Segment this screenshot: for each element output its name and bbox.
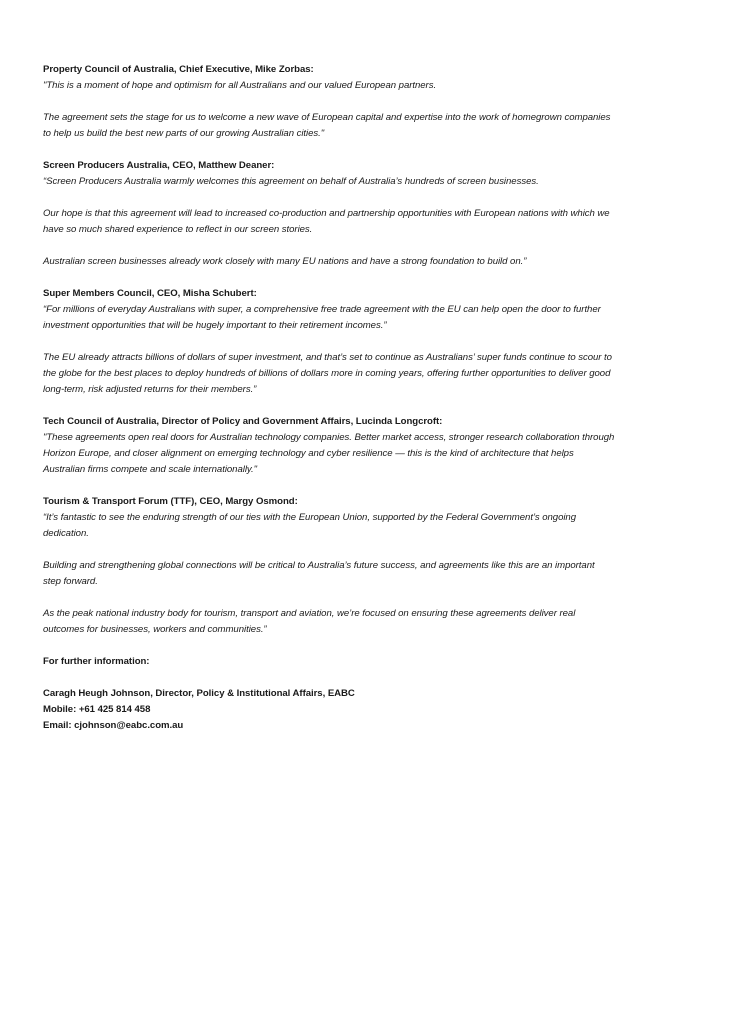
statement-property-council <box>43 62 713 142</box>
document-page <box>43 62 713 734</box>
statement-heading: Tech Council of Australia, Director of Policy and Government Affairs, Lucinda Longcroft: <box>43 416 443 427</box>
quote-line: Building and strengthening global connections will be critical to Australia’s future success, and agreements like this are an important <box>43 560 595 571</box>
statement-heading: Screen Producers Australia, CEO, Matthew Deaner: <box>43 160 275 171</box>
quote-line: Horizon Europe, and closer alignment on emerging technology and cyber resilience — this is the kind of architecture that helps <box>43 448 574 459</box>
quote-line: outcomes for businesses, workers and communities.” <box>43 624 267 635</box>
quote-line: “Screen Producers Australia warmly welcomes this agreement on behalf of Australia’s hundreds of screen businesses. <box>43 176 539 187</box>
statement-super-members <box>43 286 713 398</box>
statement-heading: Tourism & Transport Forum (TTF), CEO, Margy Osmond: <box>43 496 298 507</box>
quote-line: “It’s fantastic to see the enduring strength of our ties with the European Union, supported by the Federal Government’s ongoing <box>43 512 577 523</box>
quote-line: long-term, risk adjusted returns for their members.” <box>43 384 257 395</box>
quote-line: "These agreements open real doors for Australian technology companies. Better market access, stronger research collaboration through <box>43 432 615 443</box>
statement-tourism-transport <box>43 494 713 638</box>
contact-email[interactable]: Email: cjohnson@eabc.com.au <box>43 720 184 731</box>
statement-heading: Super Members Council, CEO, Misha Schubert: <box>43 288 257 299</box>
quote-line: The agreement sets the stage for us to welcome a new wave of European capital and expertise into the work of homegrown companies <box>43 112 611 123</box>
quote-line: have so much shared experience to reflect in our screen stories. <box>43 224 313 235</box>
contact-mobile: Mobile: +61 425 814 458 <box>43 704 151 715</box>
statement-heading: Property Council of Australia, Chief Executive, Mike Zorbas: <box>43 64 314 75</box>
quote-line: "This is a moment of hope and optimism for all Australians and our valued European partners. <box>43 80 437 91</box>
quote-line: As the peak national industry body for tourism, transport and aviation, we’re focused on ensuring these agreements deliver real <box>43 608 576 619</box>
quote-line: “For millions of everyday Australians with super, a comprehensive free trade agreement with the EU can help open the door to further <box>43 304 601 315</box>
quote-line: investment opportunities that will be hugely important to their retirement incomes.” <box>43 320 387 331</box>
quote-line: step forward. <box>43 576 98 587</box>
quote-line: to help us build the best new parts of our growing Australian cities." <box>43 128 325 139</box>
statement-screen-producers <box>43 158 713 270</box>
quote-line: Our hope is that this agreement will lead to increased co-production and partnership opportunities with European nations with which we <box>43 208 610 219</box>
contact-block <box>43 654 713 734</box>
quote-line: the globe for the best places to deploy hundreds of billions of dollars more in coming years, offering further opportunities to deliver good <box>43 368 611 379</box>
statement-tech-council <box>43 414 713 478</box>
contact-label: For further information: <box>43 656 150 667</box>
quote-line: dedication. <box>43 528 89 539</box>
quote-line: The EU already attracts billions of dollars of super investment, and that’s set to continue as Australians’ super funds continue to scour to <box>43 352 612 363</box>
quote-line: Australian screen businesses already work closely with many EU nations and have a strong foundation to build on.” <box>43 256 527 267</box>
contact-name: Caragh Heugh Johnson, Director, Policy & Institutional Affairs, EABC <box>43 688 355 699</box>
quote-line: Australian firms compete and scale internationally." <box>43 464 257 475</box>
